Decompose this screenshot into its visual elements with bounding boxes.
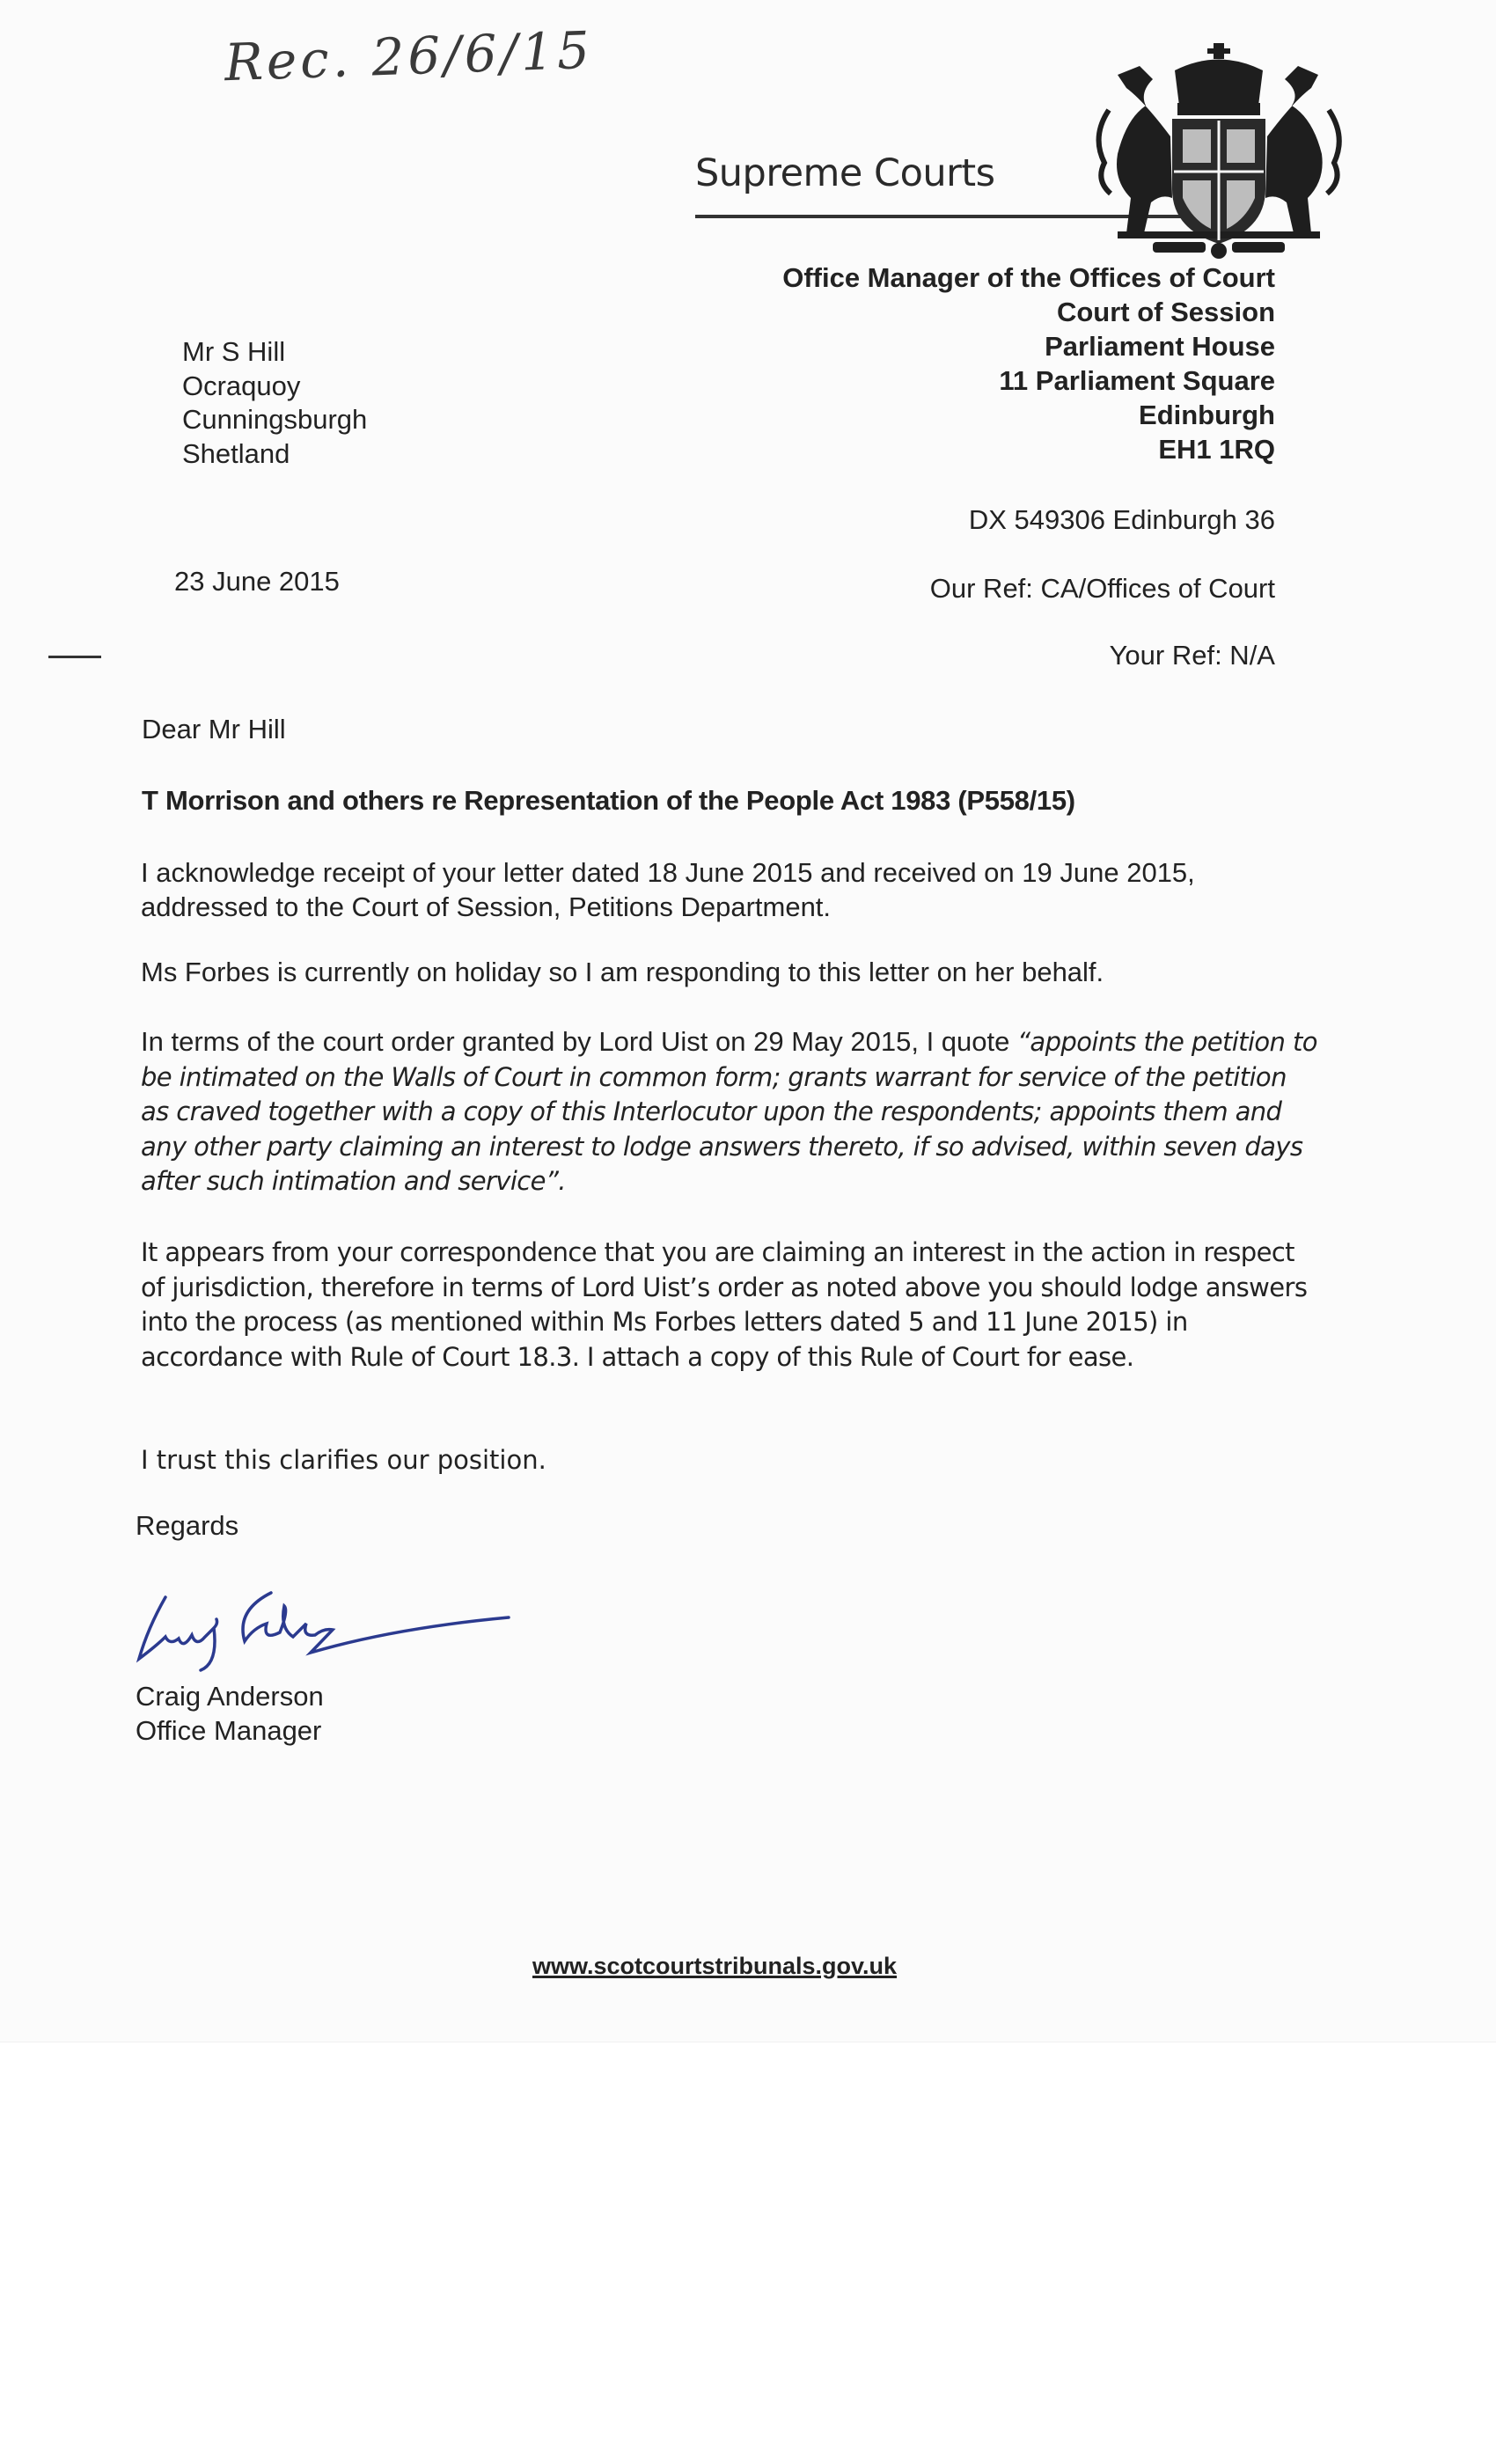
handwritten-signature	[130, 1575, 526, 1672]
our-reference: Our Ref: CA/Offices of Court	[929, 573, 1275, 604]
website-link[interactable]: www.scotcourtstribunals.gov.uk	[532, 1953, 898, 1979]
court-order-quote: “appoints the petition to be intimated on the Walls of Court in common form; grants warrant for service of the petition as craved together with a copy of this Interlocutor upon the respondents; appoints them and any other party claiming an interest to lodge answers thereto, if so advised, within seven days after such intimation and service”.	[141, 1027, 1317, 1196]
salutation: Dear Mr Hill	[142, 714, 286, 744]
subject-line: T Morrison and others re Representation of the People Act 1983 (P558/15)	[142, 785, 1075, 816]
paragraph-holiday-notice: Ms Forbes is currently on holiday so I am responding to this letter on her behalf.	[141, 957, 1104, 987]
royal-coat-of-arms-icon	[1091, 40, 1346, 260]
signer-name: Craig Anderson	[136, 1681, 324, 1712]
recipient-line: Shetland	[182, 437, 290, 469]
office-line: 11 Parliament Square	[999, 365, 1275, 396]
letter-date: 23 June 2015	[174, 566, 340, 597]
handwritten-received-note: Rec. 26/6/15	[223, 19, 595, 93]
brand-name: Supreme Courts	[695, 151, 995, 195]
paragraph-lodge-answers: It appears from your correspondence that you are claiming an interest in the action in respect of jurisdiction, therefore in terms of Lord Uist’s order as noted above you should lodge answers into the process (as mentioned within Ms Forbes letters dated 5 and 11 June 2015) in accordance with Rule of Court 18.3. I attach a copy of this Rule of Court for ease.	[141, 1237, 1308, 1372]
recipient-address	[182, 335, 367, 471]
office-line: Parliament House	[1045, 331, 1275, 362]
office-line: Edinburgh	[1139, 400, 1275, 430]
signer-title: Office Manager	[136, 1715, 322, 1746]
signer-block	[136, 1679, 324, 1748]
your-reference: Your Ref: N/A	[1109, 640, 1275, 671]
recipient-line: Mr S Hill	[182, 336, 286, 367]
closing-regards: Regards	[136, 1510, 239, 1541]
office-line: Court of Session	[1056, 297, 1275, 327]
recipient-line: Cunningsburgh	[182, 404, 368, 435]
paragraph-closing-remark: I trust this clarifies our position.	[141, 1445, 546, 1475]
office-line: EH1 1RQ	[1158, 434, 1275, 465]
recipient-line: Ocraquoy	[182, 370, 301, 401]
dx-number: DX 549306 Edinburgh 36	[968, 504, 1275, 535]
paragraph-court-order	[141, 1024, 1320, 1199]
office-line: Office Manager of the Offices of Court	[782, 262, 1275, 293]
sender-office-address	[782, 260, 1275, 466]
fold-mark	[48, 656, 101, 658]
court-order-intro: In terms of the court order granted by Lord Uist on 29 May 2015, I quote	[141, 1026, 1017, 1057]
paragraph-acknowledgement: I acknowledge receipt of your letter dated 18 June 2015 and received on 19 June 2015, addressed to the Court of Session, Petitions Department.	[141, 857, 1195, 922]
